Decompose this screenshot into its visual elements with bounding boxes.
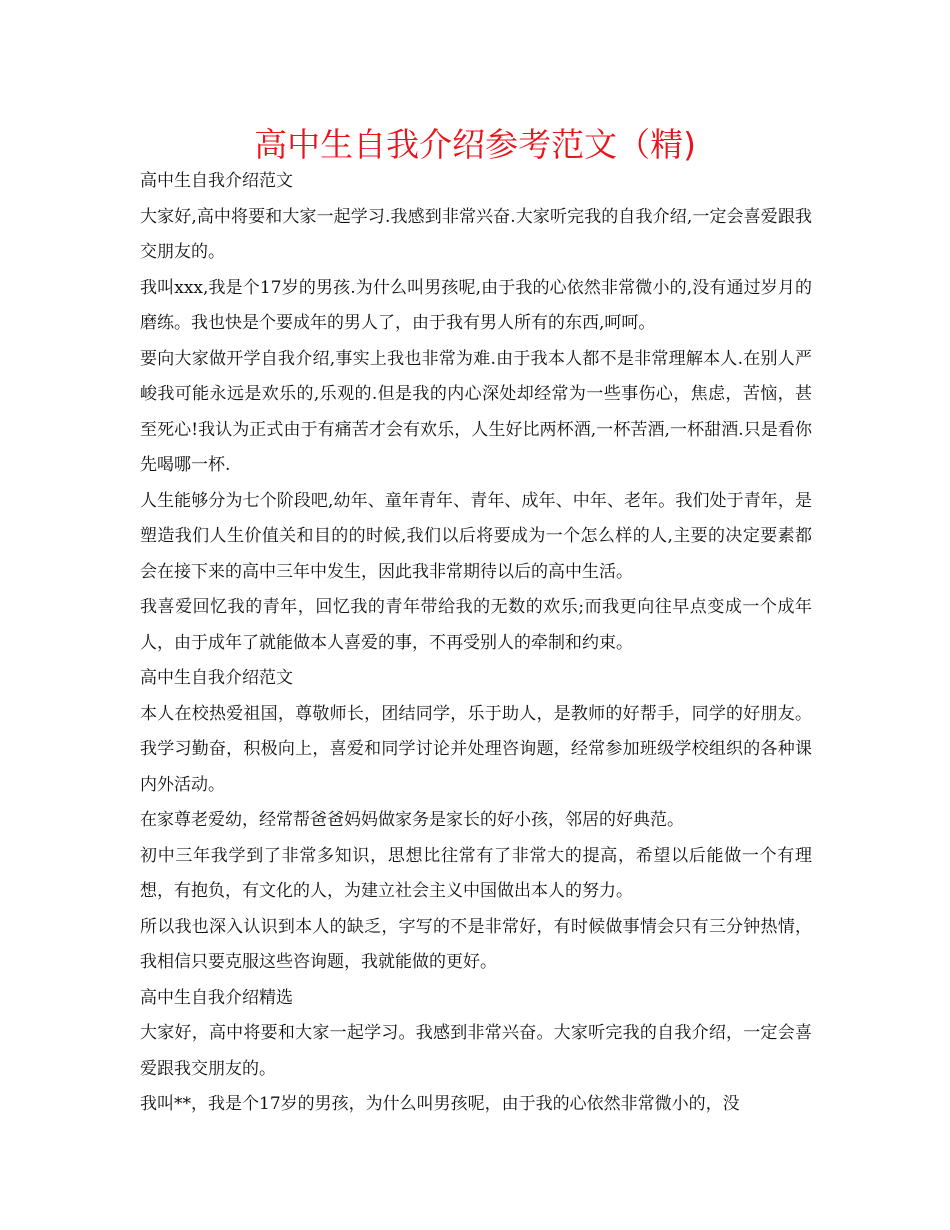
paragraph: 所以我也深入认识到本人的缺乏，字写的不是非常好，有时候做事情会只有三分钟热情，我相信只要克服这些咨询题，我就能做的更好。 [140,916,812,972]
paragraph: 初中三年我学到了非常多知识，思想比往常有了非常大的提高，希望以后能做一个有理想，有抱负，有文化的人，为建立社会主义中国做出本人的努力。 [140,845,812,901]
section-heading: 高中生自我介绍精选 [140,987,293,1008]
paragraph: 我叫xxx,我是个17岁的男孩.为什么叫男孩呢,由于我的心依然非常微小的,没有通过岁月的磨练。我也快是个要成年的男人了，由于我有男人所有的东西,呵呵。 [140,277,812,333]
paragraph: 我喜爱回忆我的青年，回忆我的青年带给我的无数的欢乐;而我更向往早点变成一个成年人，由于成年了就能做本人喜爱的事，不再受别人的牵制和约束。 [140,597,812,653]
paragraph: 大家好,高中将要和大家一起学习.我感到非常兴奋.大家听完我的自我介绍,一定会喜爱跟我交朋友的。 [140,206,812,262]
paragraph: 大家好，高中将要和大家一起学习。我感到非常兴奋。大家听完我的自我介绍，一定会喜爱跟我交朋友的。 [140,1023,812,1079]
section-heading: 高中生自我介绍范文 [140,171,293,191]
paragraph: 在家尊老爱幼，经常帮爸爸妈妈做家务是家长的好小孩，邻居的好典范。 [140,810,684,830]
document-title: 高中生自我介绍参考范文（精) [254,125,696,164]
section-heading: 高中生自我介绍范文 [140,668,293,688]
paragraph: 要向大家做开学自我介绍,事实上我也非常为难.由于我本人都不是非常理解本人.在别人严峻我可能永远是欢乐的,乐观的.但是我的内心深处却经常为一些事伤心，焦虑，苦恼，甚至死心!我认为正式由于有痛苦才会有欢乐，人生好比两杯酒,一杯苦酒,一杯甜酒.只是看你先喝哪一杯. [140,348,812,475]
paragraph: 本人在校热爱祖国，尊敬师长，团结同学，乐于助人，是教师的好帮手，同学的好朋友。我学习勤奋，积极向上，喜爱和同学讨论并处理咨询题，经常参加班级学校组织的各种课内外活动。 [140,703,812,795]
paragraph: 人生能够分为七个阶段吧,幼年、童年青年、青年、成年、中年、老年。我们处于青年，是塑造我们人生价值关和目的的时候,我们以后将要成为一个怎么样的人,主要的决定要素都会在接下来的高中三年中发生，因此我非常期待以后的高中生活。 [140,490,812,582]
paragraph: 我叫**，我是个17岁的男孩，为什么叫男孩呢，由于我的心依然非常微小的，没 [140,1094,740,1114]
document-body [140,164,812,1123]
